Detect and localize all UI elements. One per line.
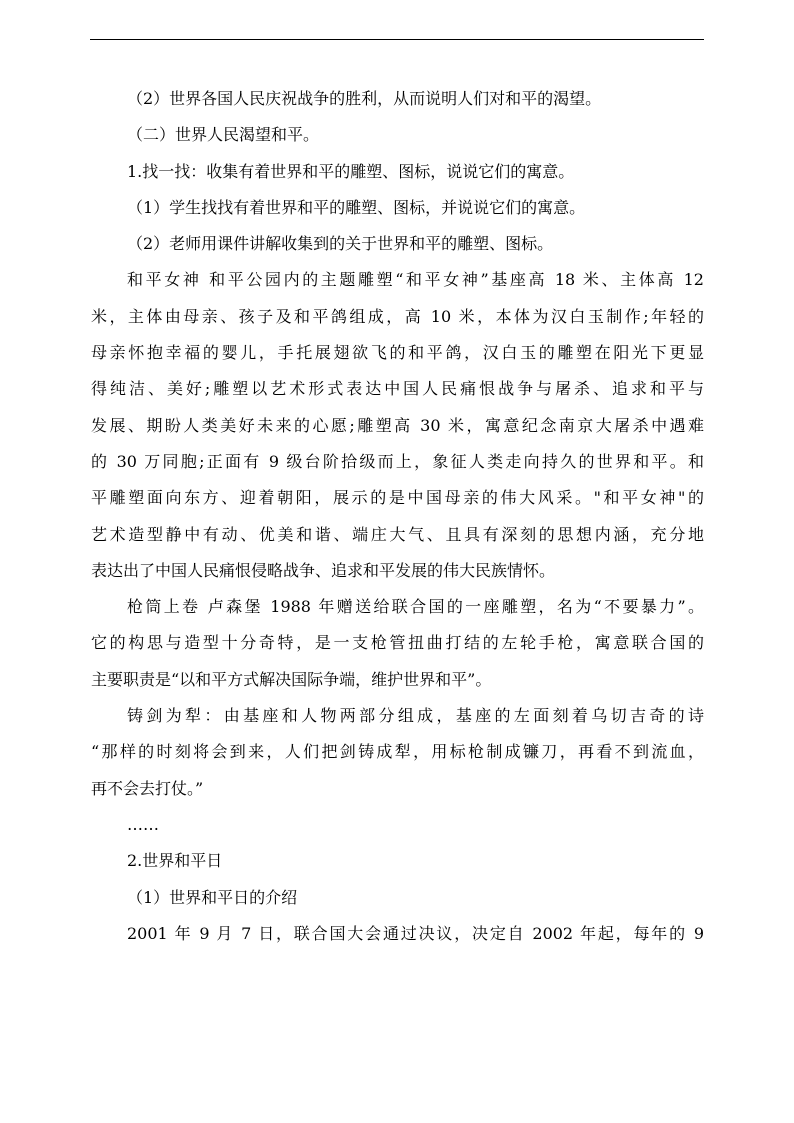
text-line: 和平女神 和平公园内的主题雕塑“和平女神”基座高 18 米、主体高 12 [127,270,704,290]
text-line: （2）世界各国人民庆祝战争的胜利，从而说明人们对和平的渴望。 [127,89,602,108]
text-line: 1.找一找：收集有着世界和平的雕塑、图标，说说它们的寓意。 [127,161,575,181]
text-line: “那样的时刻将会到来，人们把剑铸成犁，用标枪制成镰刀，再看不到流血， [91,742,704,762]
paragraph-swords-to-plowshares [91,698,704,807]
header-rule [90,39,704,40]
text-line: 主要职责是“以和平方式解决国际争端，维护世界和平”。 [91,669,492,689]
text-line: 母亲怀抱幸福的婴儿，手托展翅欲飞的和平鸽，汉白玉的雕塑在阳光下更显 [91,343,704,363]
text-line: （1）世界和平日的介绍 [127,887,298,907]
paragraph-peace-day-intro [91,880,704,916]
paragraph-2 [91,117,704,153]
text-line: 艺术造型静中有动、优美和谐、端庄大气、且具有深刻的思想内涵，充分地 [91,524,704,544]
paragraph-heading-peace-day [91,843,704,879]
text-line: 2001 年 9 月 7 日，联合国大会通过决议，决定自 2002 年起，每年的 9 [127,923,704,943]
paragraph-ellipsis [91,807,704,843]
text-line: 米，主体由母亲、孩子及和平鸽组成，高 10 米，本体为汉白玉制作;年轻的 [91,306,704,326]
text-line: （二）世界人民渴望和平。 [127,125,320,145]
paragraph-peace-day-resolution [91,916,704,952]
text-line: （2）老师用课件讲解收集到的关于世界和平的雕塑、图标。 [127,234,554,254]
paragraph-4 [91,190,704,226]
text-line: 发展、期盼人类美好未来的心愿;雕塑高 30 米，寓意纪念南京大屠杀中遇难 [91,415,704,435]
paragraph-1 [91,81,704,117]
text-line: 表达出了中国人民痛恨侵略战争、追求和平发展的伟大民族情怀。 [91,560,556,580]
text-line: （1）学生找找有着世界和平的雕塑、图标，并说说它们的寓意。 [127,197,586,217]
text-line: 得纯洁、美好;雕塑以艺术形式表达中国人民痛恨战争与屠杀、追求和平与 [91,379,704,399]
text-line: 铸剑为犁：由基座和人物两部分组成，基座的左面刻着乌切吉奇的诗 [127,706,704,726]
paragraph-5 [91,226,704,262]
paragraph-3 [91,154,704,190]
text-line: 它的构思与造型十分奇特，是一支枪管扭曲打结的左轮手枪，寓意联合国的 [91,633,704,653]
text-line: 的 30 万同胞;正面有 9 级台阶拾级而上，象征人类走向持久的世界和平。和 [91,451,704,471]
text-line: …… [127,814,159,834]
text-line: 再不会去打仗。” [91,778,204,798]
text-line: 2.世界和平日 [127,851,223,871]
text-line: 枪筒上卷 卢森堡 1988 年赠送给联合国的一座雕塑，名为“不要暴力”。 [127,597,704,617]
text-line: 平雕塑面向东方、迎着朝阳，展示的是中国母亲的伟大风采。"和平女神"的 [91,488,704,508]
paragraph-knotted-gun [91,589,704,698]
paragraph-peace-goddess [91,262,704,589]
document-body [91,81,704,952]
